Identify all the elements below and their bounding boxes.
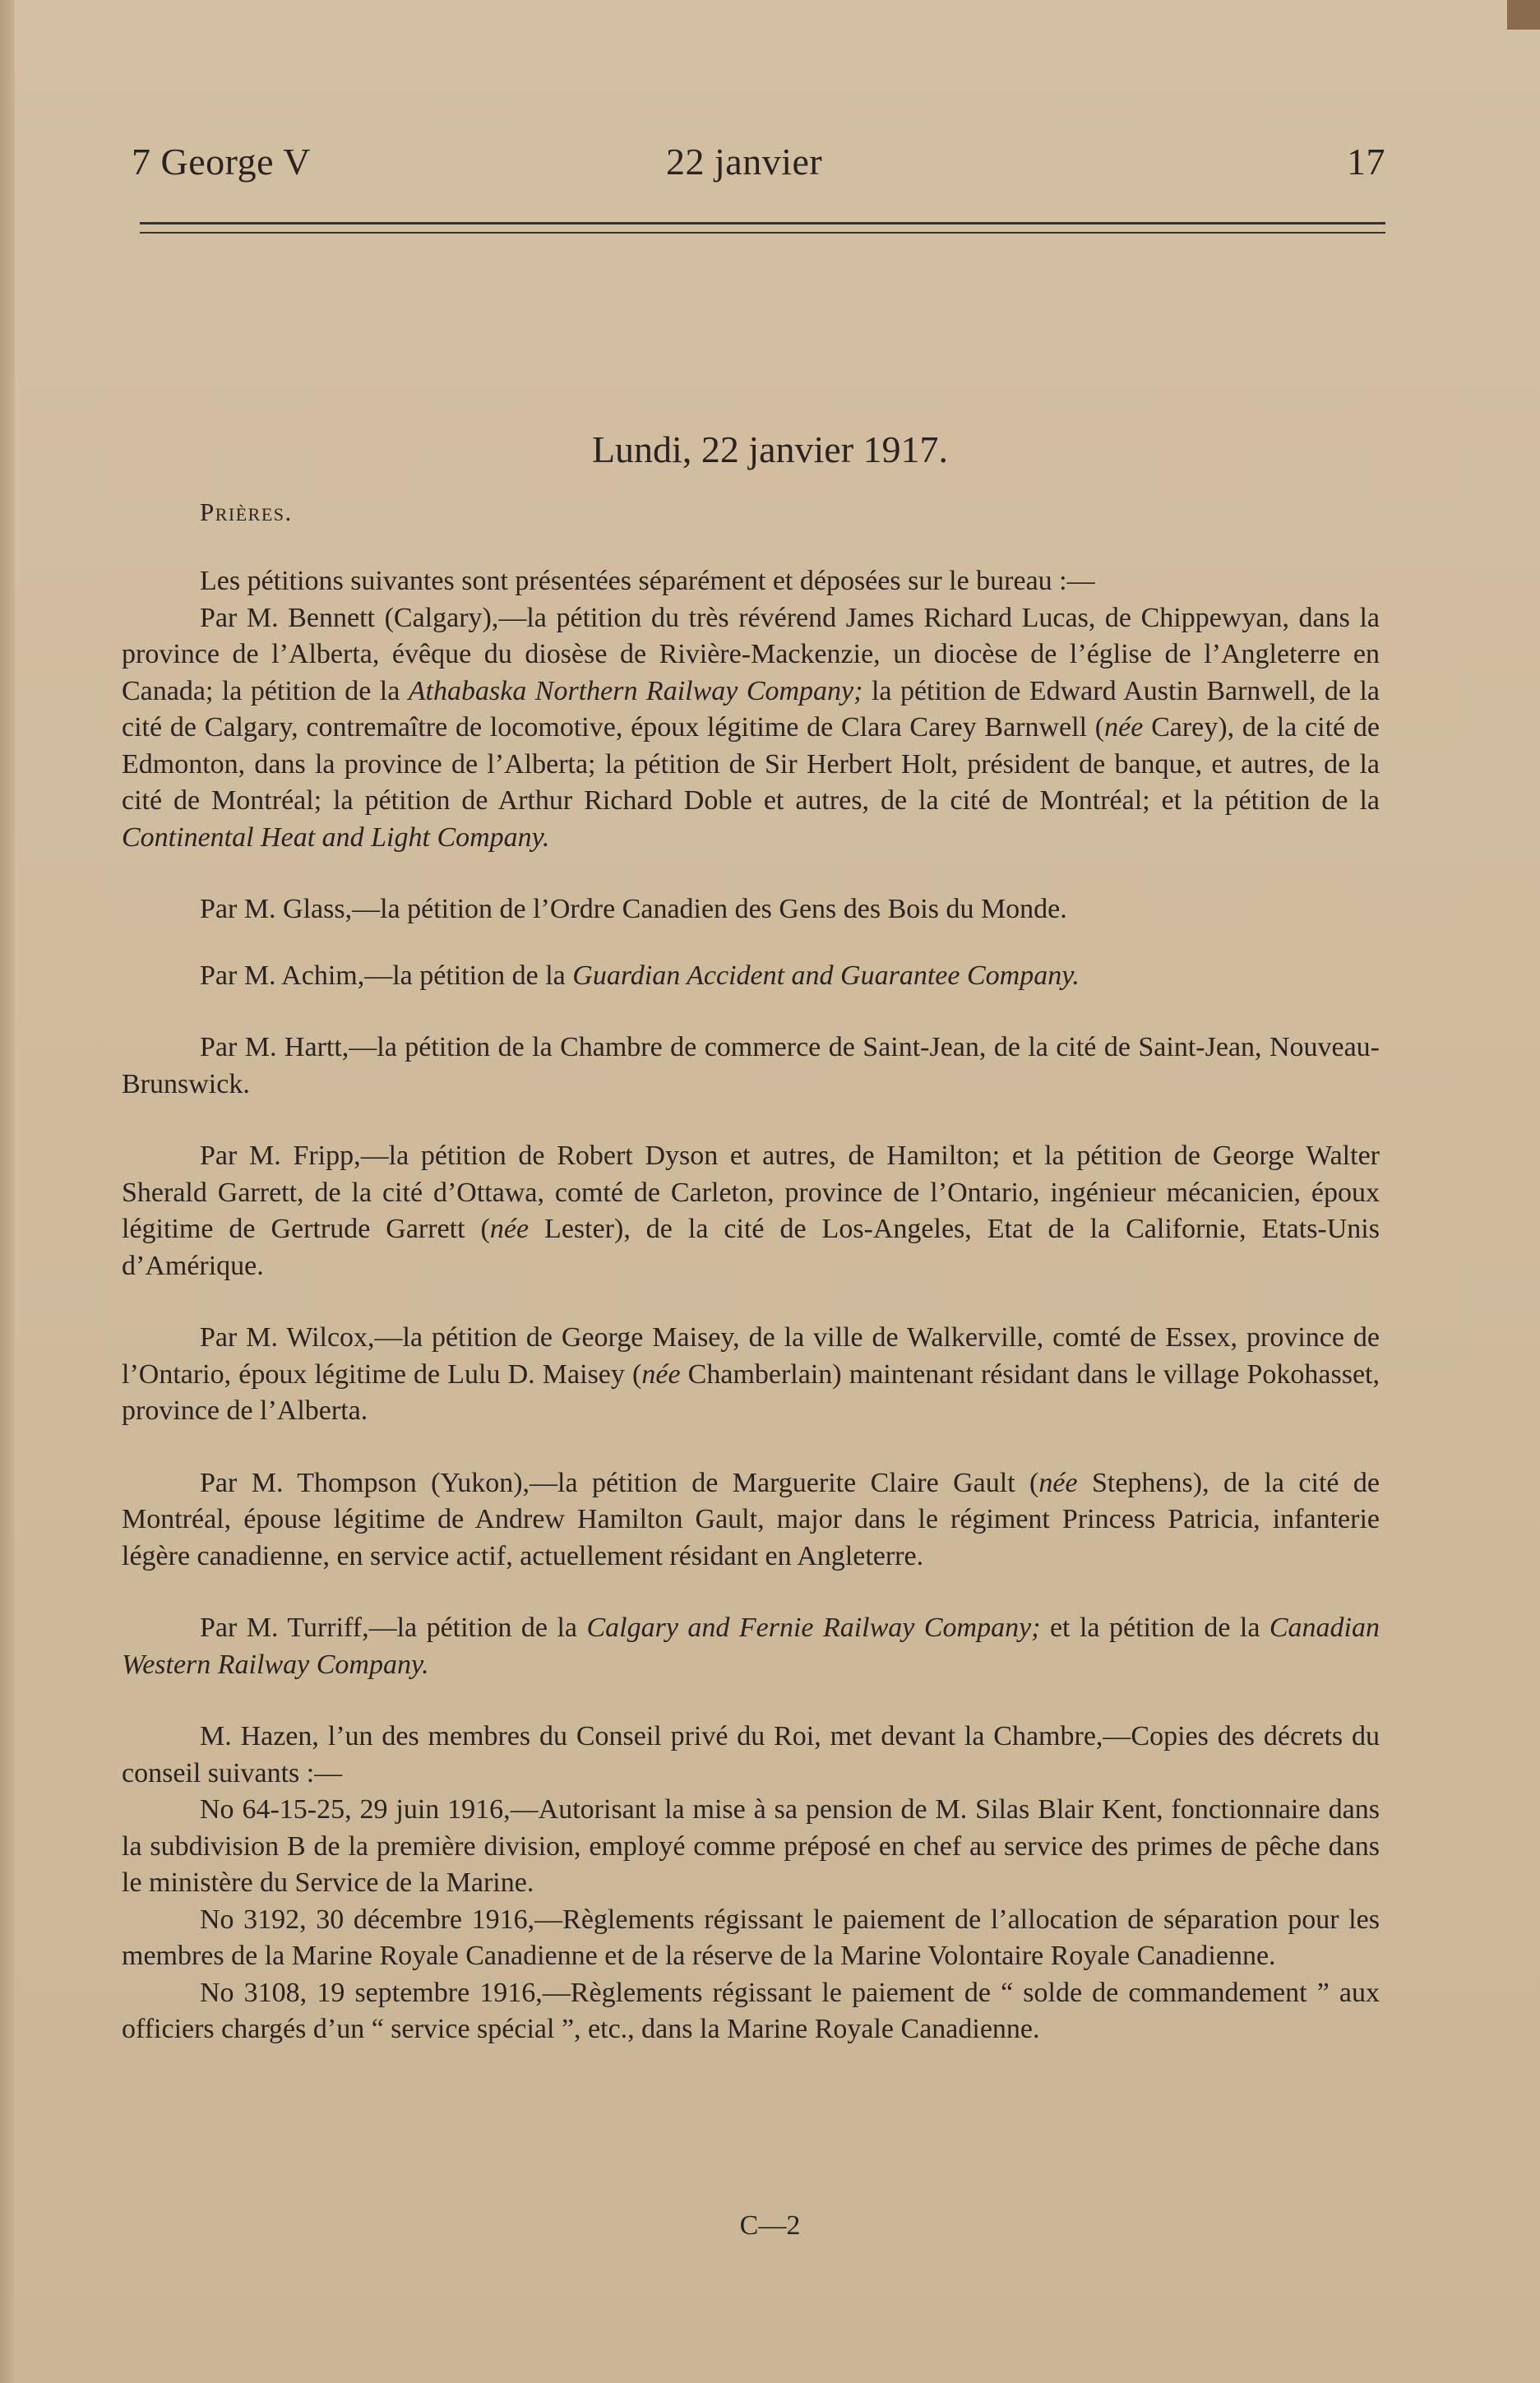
- running-header: [132, 140, 1385, 197]
- petition-paragraph: [122, 600, 1380, 857]
- decree-paragraph: No 64-15-25, 29 juin 1916,—Autorisant la mise à sa pension de M. Silas Blair Kent, fonctionnaire dans la subdivision B de la première division, employé comme préposé en chef au service des primes de pêche dans le ministère du Service de la Marine.: [122, 1794, 1380, 1898]
- nee-label: née: [1104, 712, 1144, 743]
- page-number: 17: [1347, 141, 1385, 183]
- header-rule-thin: [140, 232, 1385, 234]
- decree-paragraph: No 3192, 30 décembre 1916,—Règlements régissant le paiement de l’allocation de séparation pour les membres de la Marine Royale Canadienne et de la réserve de la Marine Volontaire Royale Canadienne.: [122, 1904, 1380, 1971]
- petition-paragraph: [122, 891, 1380, 928]
- petition-text: Par M. Fripp,—la pétition de Robert Dyson et autres, de Hamilton; et la pétition de George Walter Sherald Garrett, de la cité d’Ottawa, comté de Carleton, province de l’Ontario, ingénieur mécanicien, époux légitime de Gertrude Garrett (: [122, 1141, 1380, 1244]
- sitting-date-title: Lundi, 22 janvier 1917.: [591, 428, 949, 470]
- petitions-intro: Les pétitions suivantes sont présentées séparément et déposées sur le bureau :—: [200, 566, 1095, 596]
- petition-paragraph: [122, 1465, 1380, 1576]
- petition-text: Lester), de la cité de Los-Angeles, Etat de la Californie, Etats-Unis d’Amérique.: [122, 1214, 1380, 1281]
- petition-text: la pétition de Edward Austin Barnwell, de la cité de Calgary, contremaître de locomotive, époux légitime de Clara Carey Barnwell (: [122, 675, 1380, 743]
- petition-text: Par M. Hartt,—la pétition de la Chambre de commerce de Saint-Jean, de la cité de Saint-Jean, Nouveau-Brunswick.: [122, 1032, 1380, 1099]
- nee-label: née: [641, 1358, 681, 1390]
- company-name: Guardian Accident and Guarantee Company.: [572, 960, 1080, 991]
- petition-paragraph: [122, 1610, 1380, 1683]
- petition-text: Par M. Glass,—la pétition de l’Ordre Canadien des Gens des Bois du Monde.: [200, 894, 1067, 924]
- petition-text: Stephens), de la cité de Montréal, épouse légitime de Andrew Hamilton Gault, major dans le régiment Princess Patricia, infanterie légère canadienne, en service actif, actuellement résidant en Angleterre.: [122, 1467, 1380, 1571]
- company-name: Canadian Western Railway Company.: [122, 1613, 1380, 1680]
- petition-text: Par M. Wilcox,—la pétition de George Maisey, de la ville de Walkerville, comté de Essex, province de l’Ontario, époux légitime de Lulu D. Maisey (: [122, 1322, 1380, 1390]
- petition-text: Carey), de la cité de Edmonton, dans la province de l’Alberta; la pétition de Sir Herbert Holt, président de banque, et autres, de la cité de Montréal; la pétition de Arthur Richard Doble et autres, de la cité de Montréal; et la pétition de la: [122, 712, 1380, 816]
- prayers-heading: Prières.: [200, 497, 293, 526]
- regnal-year: 7 George V: [132, 141, 311, 183]
- petition-text: Par M. Achim,—la pétition de la: [200, 960, 573, 991]
- header-rule-thick: [140, 222, 1385, 224]
- journal-body: [122, 563, 1380, 2048]
- company-name: Continental Heat and Light Company.: [122, 821, 550, 853]
- page-edge-shadow: [0, 0, 15, 2383]
- petition-text: Chamberlain) maintenant résidant dans le village Pokohasset, province de l’Alberta.: [122, 1358, 1380, 1426]
- petition-text: Par M. Bennett (Calgary),—la pétition du très révérend James Richard Lucas, de Chippewyan, dans la province de l’Alberta, évêque du diosèse de Rivière-Mackenzie, un diocèse de l’église de l’Angleterre en Canada; la pétition de la: [122, 602, 1380, 706]
- company-name: Calgary and Fernie Railway Company;: [586, 1613, 1041, 1643]
- nee-label: née: [1038, 1467, 1078, 1498]
- petition-paragraph: [122, 1320, 1380, 1430]
- binding-corner: [1507, 0, 1540, 30]
- petition-paragraph: [122, 1138, 1380, 1284]
- hazen-paragraph: M. Hazen, l’un des membres du Conseil privé du Roi, met devant la Chambre,—Copies des décrets du conseil suivants :—: [122, 1721, 1380, 1788]
- header-date: 22 janvier: [666, 141, 823, 183]
- company-name: Athabaska Northern Railway Company;: [408, 675, 863, 706]
- signature-folio: C—2: [739, 2210, 801, 2241]
- petition-paragraph: [122, 1030, 1380, 1103]
- nee-label: née: [489, 1214, 530, 1244]
- decree-paragraph: No 3108, 19 septembre 1916,—Règlements régissant le paiement de “ solde de commandement ” aux officiers chargés d’un “ service spécial ”, etc., dans la Marine Royale Canadienne.: [122, 1977, 1380, 2044]
- petition-text: et la pétition de la: [1040, 1613, 1269, 1643]
- petition-text: Par M. Thompson (Yukon),—la pétition de Marguerite Claire Gault (: [200, 1467, 1039, 1498]
- petition-text: Par M. Turriff,—la pétition de la: [200, 1613, 587, 1643]
- petition-paragraph: [122, 958, 1380, 995]
